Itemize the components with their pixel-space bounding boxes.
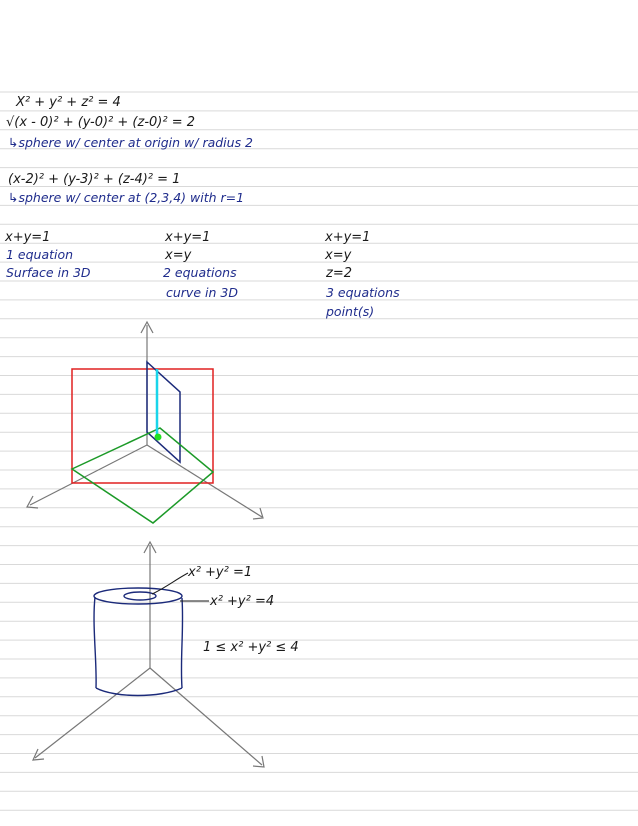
y-axis-bottom <box>150 668 262 765</box>
col1-line1: x+y=1 <box>5 230 51 245</box>
col1-line2: 1 equation <box>6 247 74 262</box>
cylinder-shell <box>94 588 183 696</box>
label-region-inequality: 1 ≤ x² +y² ≤ 4 <box>203 640 299 655</box>
col2-line4: curve in 3D <box>166 285 238 300</box>
col1-line3: Surface in 3D <box>6 265 91 280</box>
equation-sphere-origin: X² + y² + z² = 4 <box>16 95 121 110</box>
col3-line4: 3 equations <box>326 285 400 300</box>
col3-line1: x+y=1 <box>325 230 371 245</box>
equation-distance-form: √(x - 0)² + (y-0)² + (z-0)² = 2 <box>6 115 195 130</box>
equation-sphere-shifted: (x-2)² + (y-3)² + (z-4)² = 1 <box>8 172 181 187</box>
outer-circle-top <box>94 588 182 604</box>
x-axis-bottom <box>35 668 150 758</box>
note-sphere-shifted: ↳sphere w/ center at (2,3,4) with r=1 <box>8 190 245 205</box>
note-sphere-origin: ↳sphere w/ center at origin w/ radius 2 <box>8 135 254 150</box>
inner-circle-top <box>124 592 156 600</box>
cylinder-left-side <box>94 597 96 688</box>
cylinder-bottom-rim <box>96 688 182 696</box>
label-inner-circle: x² +y² =1 <box>188 565 253 580</box>
col2-line1: x+y=1 <box>165 230 211 245</box>
col3-line2: x=y <box>325 248 352 263</box>
label-outer-circle: x² +y² =4 <box>210 594 275 609</box>
col2-line3: 2 equations <box>163 265 237 280</box>
col3-line5: point(s) <box>326 304 375 319</box>
col2-line2: x=y <box>165 248 192 263</box>
cylinder-right-side <box>181 598 182 688</box>
col3-line3: z=2 <box>326 266 352 281</box>
